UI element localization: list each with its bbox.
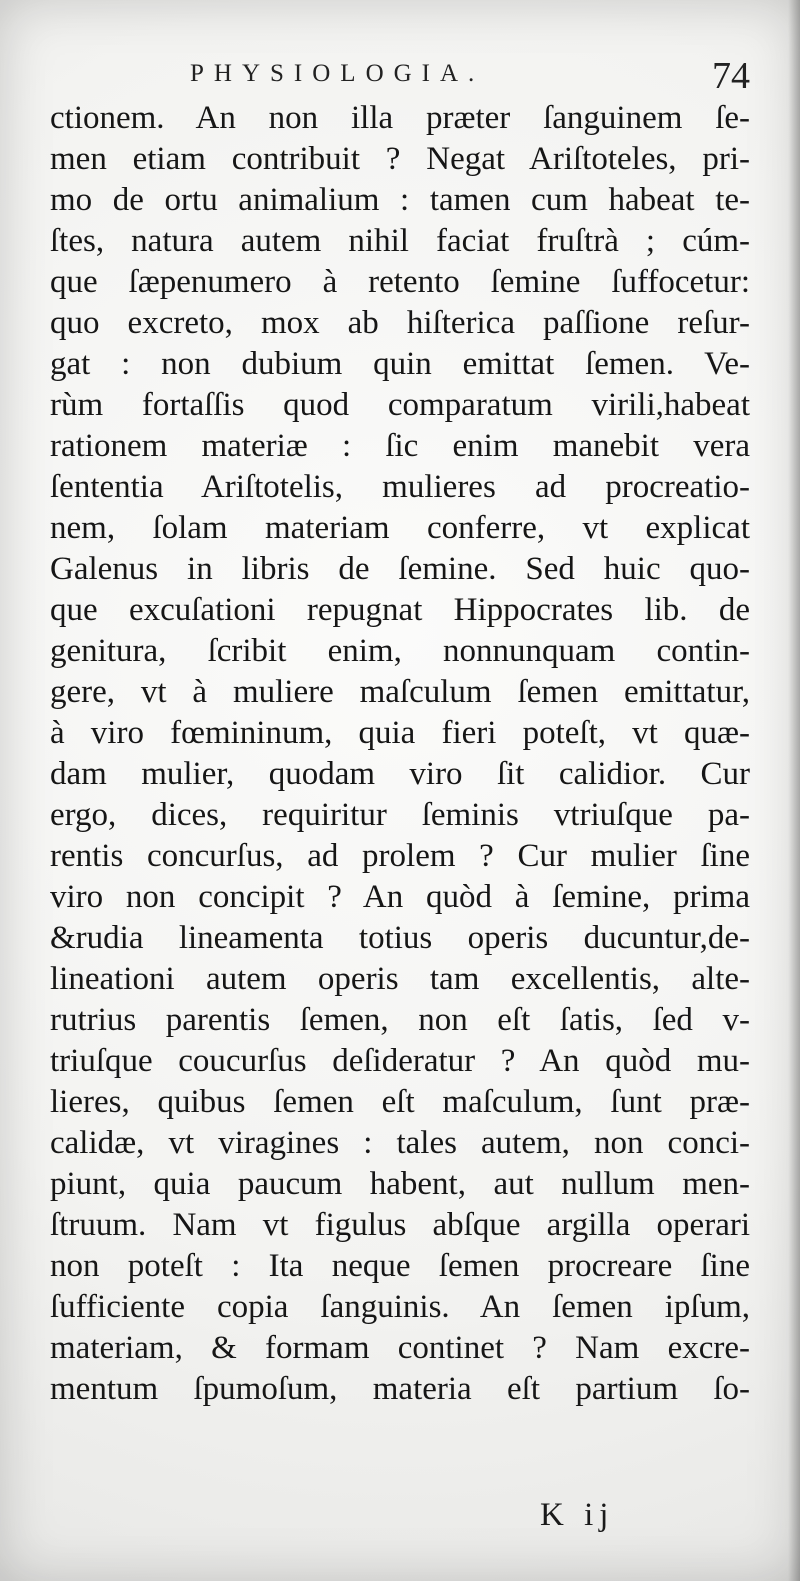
text-line: men etiam contribuit ? Negat Ariſtoteles, pri-	[50, 141, 750, 177]
text-line: rationem materiæ : ſic enim manebit vera	[50, 428, 750, 464]
body-text	[50, 98, 750, 1410]
text-line: ſufficiente copia ſanguinis. An ſemen ipſum,	[50, 1289, 750, 1325]
text-line: dam mulier, quodam viro ſit calidior. Cur	[50, 756, 750, 792]
text-line: genitura, ſcribit enim, nonnunquam contin-	[50, 633, 750, 669]
text-line: mentum ſpumoſum, materia eſt partium ſo-	[50, 1371, 750, 1407]
text-line: piunt, quia paucum habent, aut nullum men-	[50, 1166, 750, 1202]
page-edge-shadow	[788, 0, 800, 1581]
running-title: PHYSIOLOGIA.	[190, 60, 485, 87]
text-line: ſententia Ariſtotelis, mulieres ad procreatio-	[50, 469, 750, 505]
text-line: ctionem. An non illa præter ſanguinem ſe-	[50, 100, 750, 136]
text-line: ſtes, natura autem nihil faciat fruſtrà ; cúm-	[50, 223, 750, 259]
text-line: rutrius parentis ſemen, non eſt ſatis, ſed v-	[50, 1002, 750, 1038]
text-line: que ſæpenumero à retento ſemine ſuffocetur:	[50, 264, 750, 300]
text-line: non poteſt : Ita neque ſemen procreare ſine	[50, 1248, 750, 1284]
text-line: gere, vt à muliere maſculum ſemen emittatur,	[50, 674, 750, 710]
text-line: gat : non dubium quin emittat ſemen. Ve-	[50, 346, 750, 382]
text-line: triuſque coucurſus deſideratur ? An quòd mu-	[50, 1043, 750, 1079]
text-line: &rudia lineamenta totius operis ducuntur,de-	[50, 920, 750, 956]
text-line: mo de ortu animalium : tamen cum habeat te-	[50, 182, 750, 218]
text-line: lieres, quibus ſemen eſt maſculum, ſunt præ-	[50, 1084, 750, 1120]
text-line: lineationi autem operis tam excellentis, alte-	[50, 961, 750, 997]
text-line: à viro fœmininum, quia fieri poteſt, vt quæ-	[50, 715, 750, 751]
page-number: 74	[712, 55, 750, 97]
signature-mark: K ij	[540, 1497, 615, 1533]
running-head	[60, 55, 750, 98]
text-line: quo excreto, mox ab hiſterica paſſione reſur-	[50, 305, 750, 341]
text-line: que excuſationi repugnat Hippocrates lib. de	[50, 592, 750, 628]
text-line: ſtruum. Nam vt figulus abſque argilla operari	[50, 1207, 750, 1243]
text-line: rùm fortaſſis quod comparatum virili,habeat	[50, 387, 750, 423]
text-line: ergo, dices, requiritur ſeminis vtriuſque pa-	[50, 797, 750, 833]
text-line: materiam, & formam continet ? Nam excre-	[50, 1330, 750, 1366]
text-line: Galenus in libris de ſemine. Sed huic quo-	[50, 551, 750, 587]
text-line: rentis concurſus, ad prolem ? Cur mulier ſine	[50, 838, 750, 874]
text-line: calidæ, vt viragines : tales autem, non conci-	[50, 1125, 750, 1161]
text-line: nem, ſolam materiam conferre, vt explicat	[50, 510, 750, 546]
text-line: viro non concipit ? An quòd à ſemine, prima	[50, 879, 750, 915]
